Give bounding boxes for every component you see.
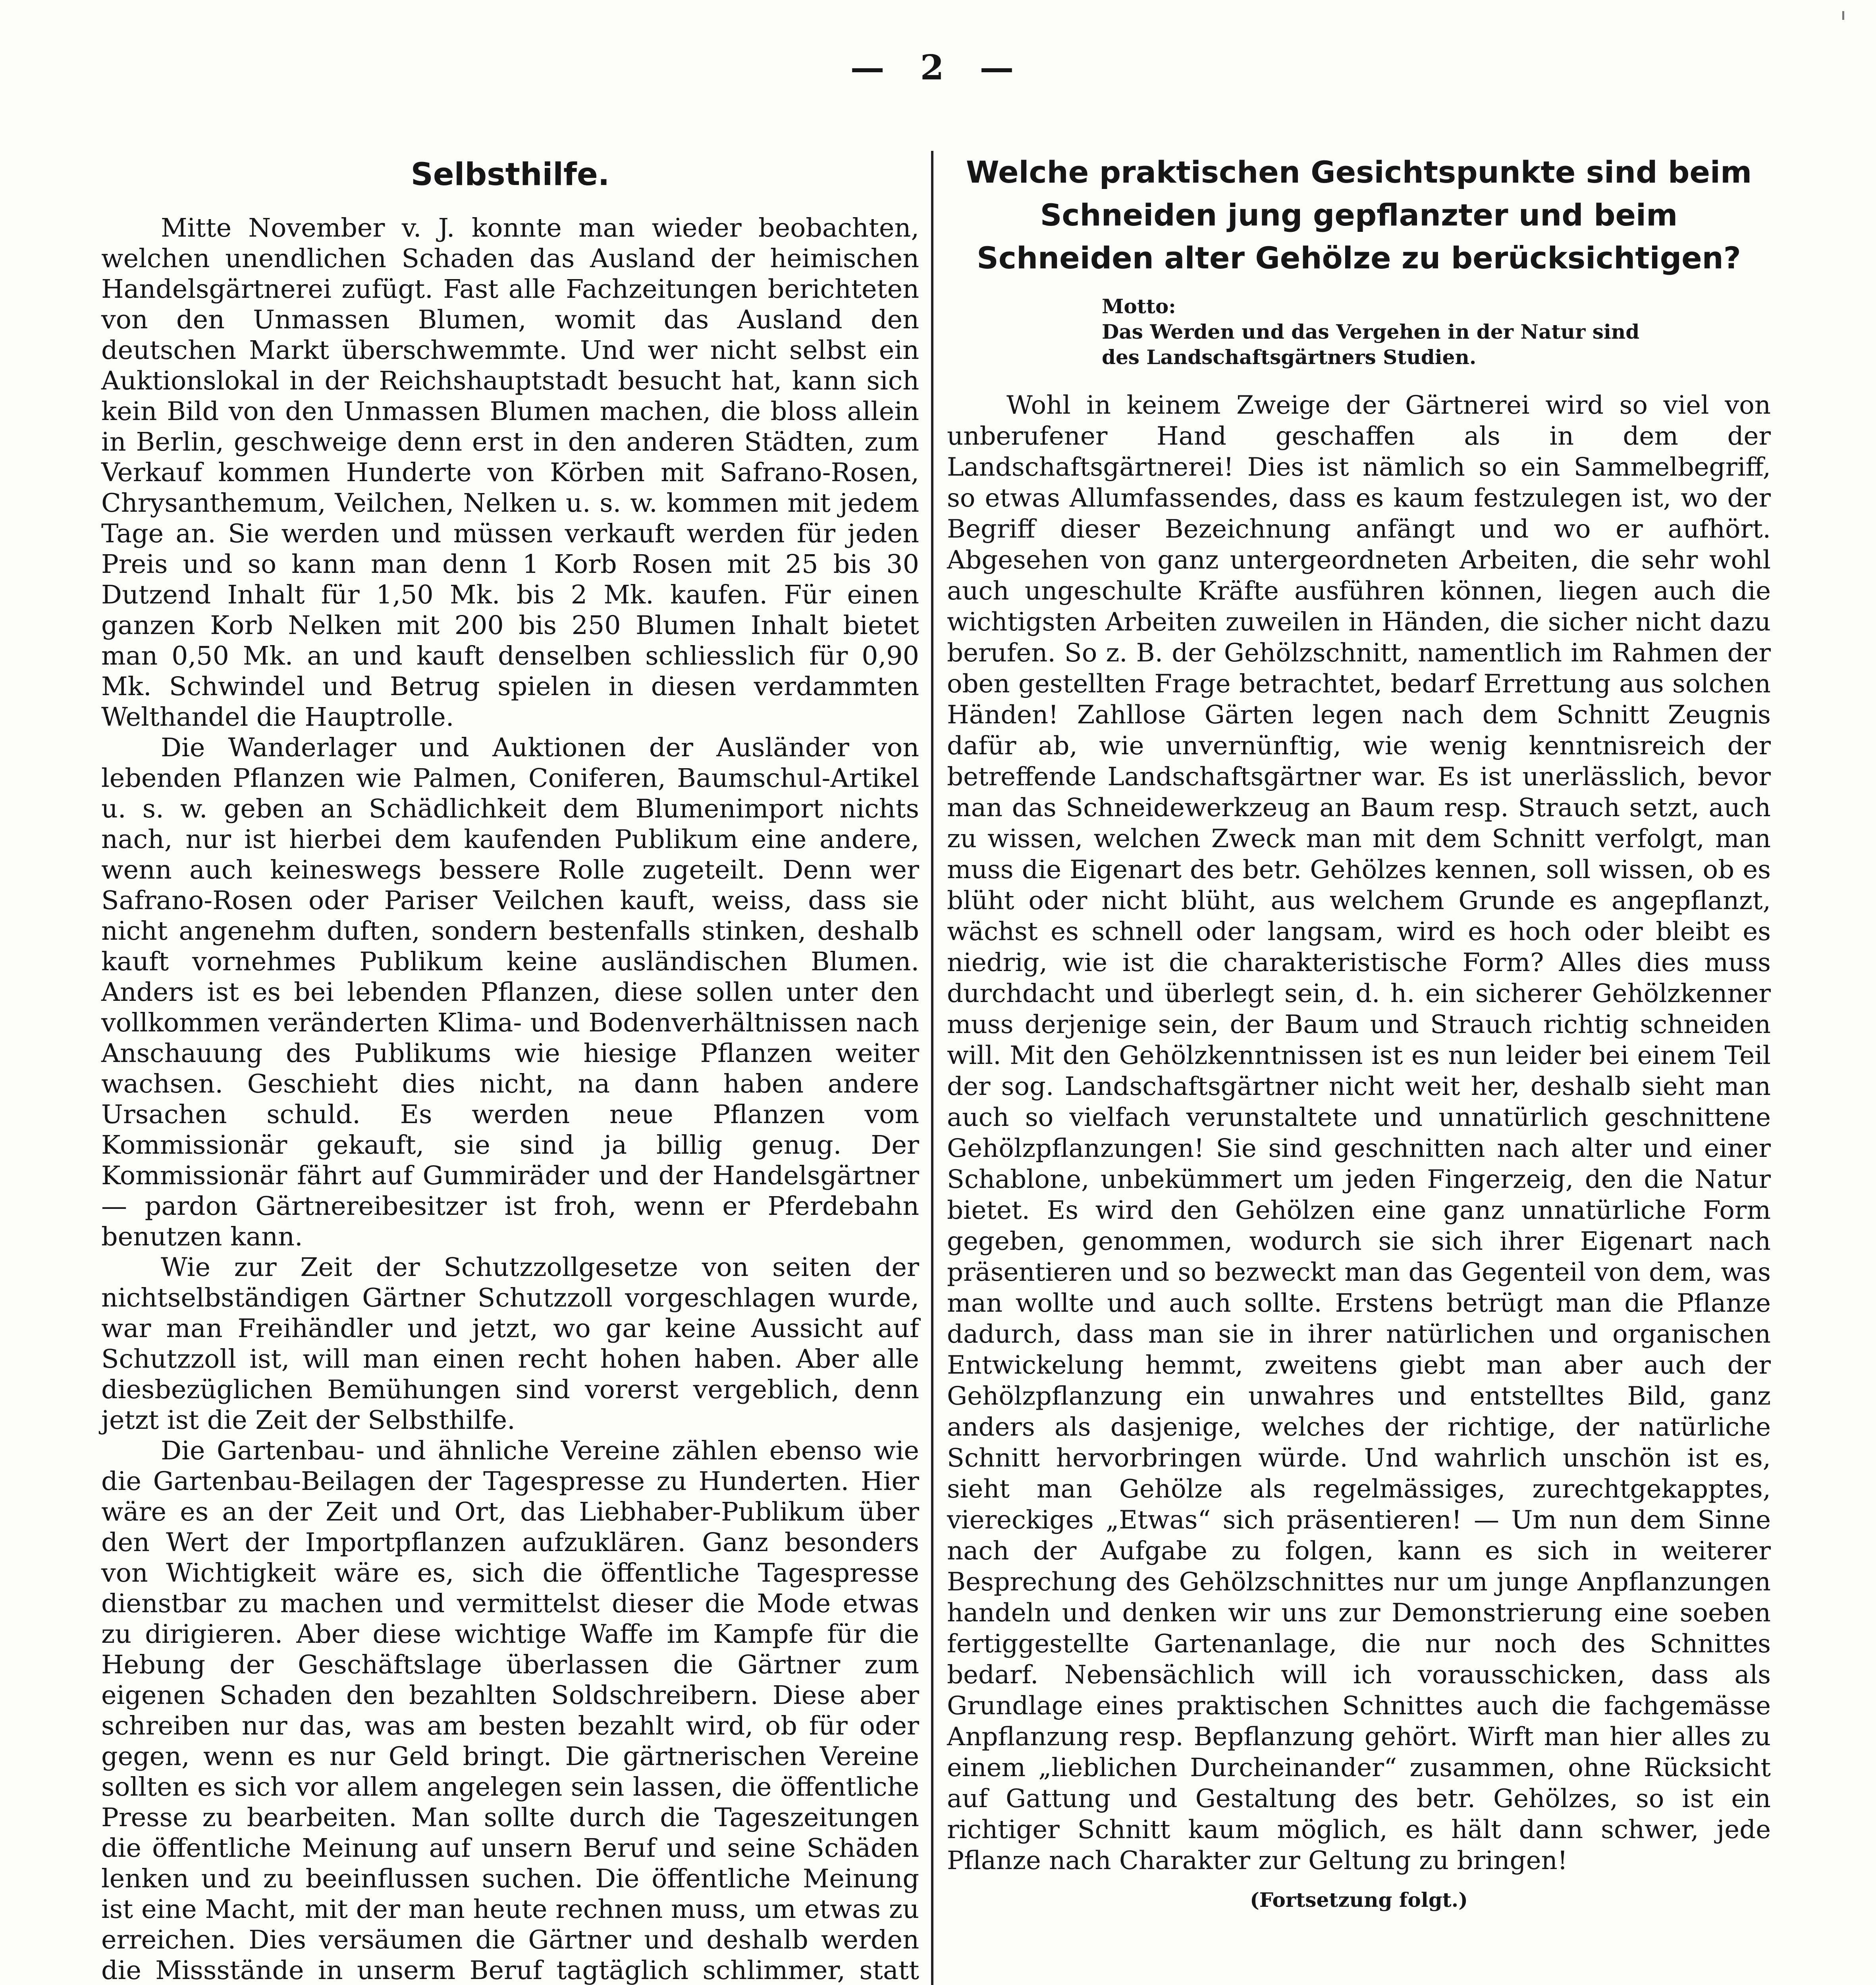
- continued-note: (Fortsetzung folgt.): [1250, 1888, 1468, 1912]
- article-paragraph: Die Wanderlager und Auktionen der Ausländer von lebenden Pflanzen wie Palmen, Coniferen, Baumschul-Artikel u. s. w. geben an Schädlichkeit dem Blumenimport nichts nach, nur ist hierbei dem kaufenden Publikum eine andere, wenn auch keineswegs bessere Rolle zugeteilt. Denn wer Safrano-Rosen oder Pariser Veilchen kauft, weiss, dass sie nicht angenehm duften, sondern bestenfalls stinken, deshalb kauft vornehmes Publikum keine ausländischen Blumen. Anders ist es bei lebenden Pflanzen, diese sollen unter den vollkommen veränderten Klima- und Bodenverhältnissen nach Anschauung des Publikums wie hiesige Pflanzen weiter wachsen. Geschieht dies nicht, na dann haben andere Ursachen schuld. Es werden neue Pflanzen vom Kommissionär gekauft, sie sind ja billig genug. Der Kommissionär fährt auf Gummiräder und der Handelsgärtner — pardon Gärtnereibesitzer ist froh, wenn er Pferdebahn benutzen kann.: [101, 733, 919, 1252]
- motto-text: Das Werden und das Vergehen in der Natur sind des Landschaftsgärtners Studien.: [1102, 320, 1640, 369]
- article-title-gehoelzschnitt: Welche praktischen Gesichtspunkte sind beim Schneiden jung gepflanzter und beim Schneiden alter Gehölze zu berücksichtigen?: [966, 154, 1752, 276]
- article-title-selbsthilfe: Selbsthilfe.: [411, 157, 610, 193]
- left-column: [101, 151, 919, 1985]
- article-paragraph: Die Gartenbau- und ähnliche Vereine zählen ebenso wie die Gartenbau-Beilagen der Tagespresse zu Hunderten. Hier wäre es an der Zeit und Ort, das Liebhaber-Publikum über den Wert der Importpflanzen aufzuklären. Ganz besonders von Wichtigkeit wäre es, sich die öffentliche Tagespresse dienstbar zu machen und vermittelst dieser die Mode etwas zu dirigieren. Aber diese wichtige Waffe im Kampfe für die Hebung der Geschäftslage überlassen die Gärtner zum eigenen Schaden den bezahlten Soldschreibern. Diese aber schreiben nur das, was am besten bezahlt wird, ob für oder gegen, wenn es nur Geld bringt. Die gärtnerischen Vereine sollten es sich vor allem angelegen sein lassen, die öffentliche Presse zu bearbeiten. Man sollte durch die Tageszeitungen die öffentliche Meinung auf unsern Beruf und seine Schäden lenken und zu beeinflussen suchen. Die öffentliche Meinung ist eine Macht, mit der man heute rechnen muss, um etwas zu erreichen. Dies versäumen die Gärtner und deshalb werden die Missstände in unserm Beruf tagtäglich schlimmer, statt: [101, 1436, 919, 1985]
- article-paragraph: Mitte November v. J. konnte man wieder beobachten, welchen unendlichen Schaden das Ausland der heimischen Handelsgärtnerei zufügt. Fast alle Fachzeitungen berichteten von den Unmassen Blumen, womit das Ausland den deutschen Markt überschwemmte. Und wer nicht selbst ein Auktionslokal in der Reichshauptstadt besucht hat, kann sich kein Bild von den Unmassen Blumen machen, die bloss allein in Berlin, geschweige denn erst in den anderen Städten, zum Verkauf kommen Hunderte von Körben mit Safrano-Rosen, Chrysanthemum, Veilchen, Nelken u. s. w. kommen mit jedem Tage an. Sie werden und müssen verkauft werden für jeden Preis und so kann man denn 1 Korb Rosen mit 25 bis 30 Dutzend Inhalt für 1,50 Mk. bis 2 Mk. kaufen. Für einen ganzen Korb Nelken mit 200 bis 250 Blumen Inhalt bietet man 0,50 Mk. an und kauft denselben schliesslich für 0,90 Mk. Schwindel und Betrug spielen in diesen verdammten Welthandel die Hauptrolle.: [101, 213, 919, 732]
- page-number: — 2 —: [850, 48, 1026, 88]
- motto-label: Motto:: [1102, 295, 1176, 318]
- right-column: [947, 151, 1771, 1912]
- article-paragraph: Wohl in keinem Zweige der Gärtnerei wird so viel von unberufener Hand geschaffen als in dem der Landschaftsgärtnerei! Dies ist nämlich so ein Sammelbegriff, so etwas Allumfassendes, dass es kaum festzulegen ist, wo der Begriff dieser Bezeichnung anfängt und wo er aufhört. Abgesehen von ganz untergeordneten Arbeiten, die sehr wohl auch ungeschulte Kräfte ausführen können, liegen auch die wichtigsten Arbeiten zuweilen in Händen, die sicher nicht dazu berufen. So z. B. der Gehölzschnitt, namentlich im Rahmen der oben gestellten Frage betrachtet, bedarf Errettung aus solchen Händen! Zahllose Gärten legen nach dem Schnitt Zeugnis dafür ab, wie unvernünftig, wie wenig kenntnisreich der betreffende Landschaftsgärtner war. Es ist unerlässlich, bevor man das Schneidewerkzeug an Baum resp. Strauch setzt, auch zu wissen, welchen Zweck man mit dem Schnitt verfolgt, man muss die Eigenart des betr. Gehölzes kennen, soll wissen, ob es blüht oder nicht blüht, aus welchem Grunde es angepflanzt, wächst es schnell oder langsam, wird es hoch oder bleibt es niedrig, wie ist die charakteristische Form? Alles dies muss durchdacht und überlegt sein, d. h. ein sicherer Gehölzkenner muss derjenige sein, der Baum und Strauch richtig schneiden will. Mit den Gehölzkenntnissen ist es nun leider bei einem Teil der sog. Landschaftsgärtner nicht weit her, deshalb sieht man auch so vielfach verunstaltete und unnatürlich geschnittene Gehölzpflanzungen! Sie sind geschnitten nach alter und einer Schablone, unbekümmert um jeden Fingerzeig, den die Natur bietet. Es wird den Gehölzen eine ganz unnatürliche Form gegeben, genommen, wodurch sie sich ihrer Eigenart nach präsentieren und so bezweckt man das Gegenteil von dem, was man wollte und auch sollte. Erstens betrügt man die Pflanze dadurch, dass man sie in ihrer natürlichen und organischen Entwickelung hemmt, zweitens giebt man aber auch der Gehölzpflanzung ein unwahres und entstelltes Bild, ganz anders als dasjenige, welches der richtige, der natürliche Schnitt hervorbringen würde. Und wahrlich unschön ist es, sieht man Gehölze als regelmässiges, zurechtgekapptes, viereckiges „Etwas“ sich präsentieren! — Um nun dem Sinne nach der Aufgabe zu folgen, kann es sich in weiterer Besprechung des Gehölzschnittes nur um junge Anpflanzungen handeln und denken wir uns zur Demonstrierung eine soeben fertiggestellte Gartenanlage, die nur noch des Schnittes bedarf. Nebensächlich will ich vorausschicken, dass als Grundlage eines praktischen Schnittes auch die fachgemässe Anpflanzung resp. Bepflanzung gehört. Wirft man hier alles zu einem „lieblichen Durcheinander“ zusammen, ohne Rücksicht auf Gattung und Gestaltung des betr. Gehölzes, so ist ein richtiger Schnitt kaum möglich, es hält dann schwer, jede Pflanze nach Charakter zur Geltung zu bringen!: [947, 391, 1771, 1875]
- column-divider: [931, 151, 933, 1985]
- motto: [1102, 294, 1771, 370]
- article-paragraph: Wie zur Zeit der Schutzzollgesetze von seiten der nichtselbständigen Gärtner Schutzzoll vorgeschlagen wurde, war man Freihändler und jetzt, wo gar keine Aussicht auf Schutzzoll ist, will man einen recht hohen haben. Aber alle diesbezüglichen Bemühungen sind vorerst vergeblich, denn jetzt ist die Zeit der Selbsthilfe.: [101, 1253, 919, 1435]
- scan-speck: [1842, 11, 1844, 20]
